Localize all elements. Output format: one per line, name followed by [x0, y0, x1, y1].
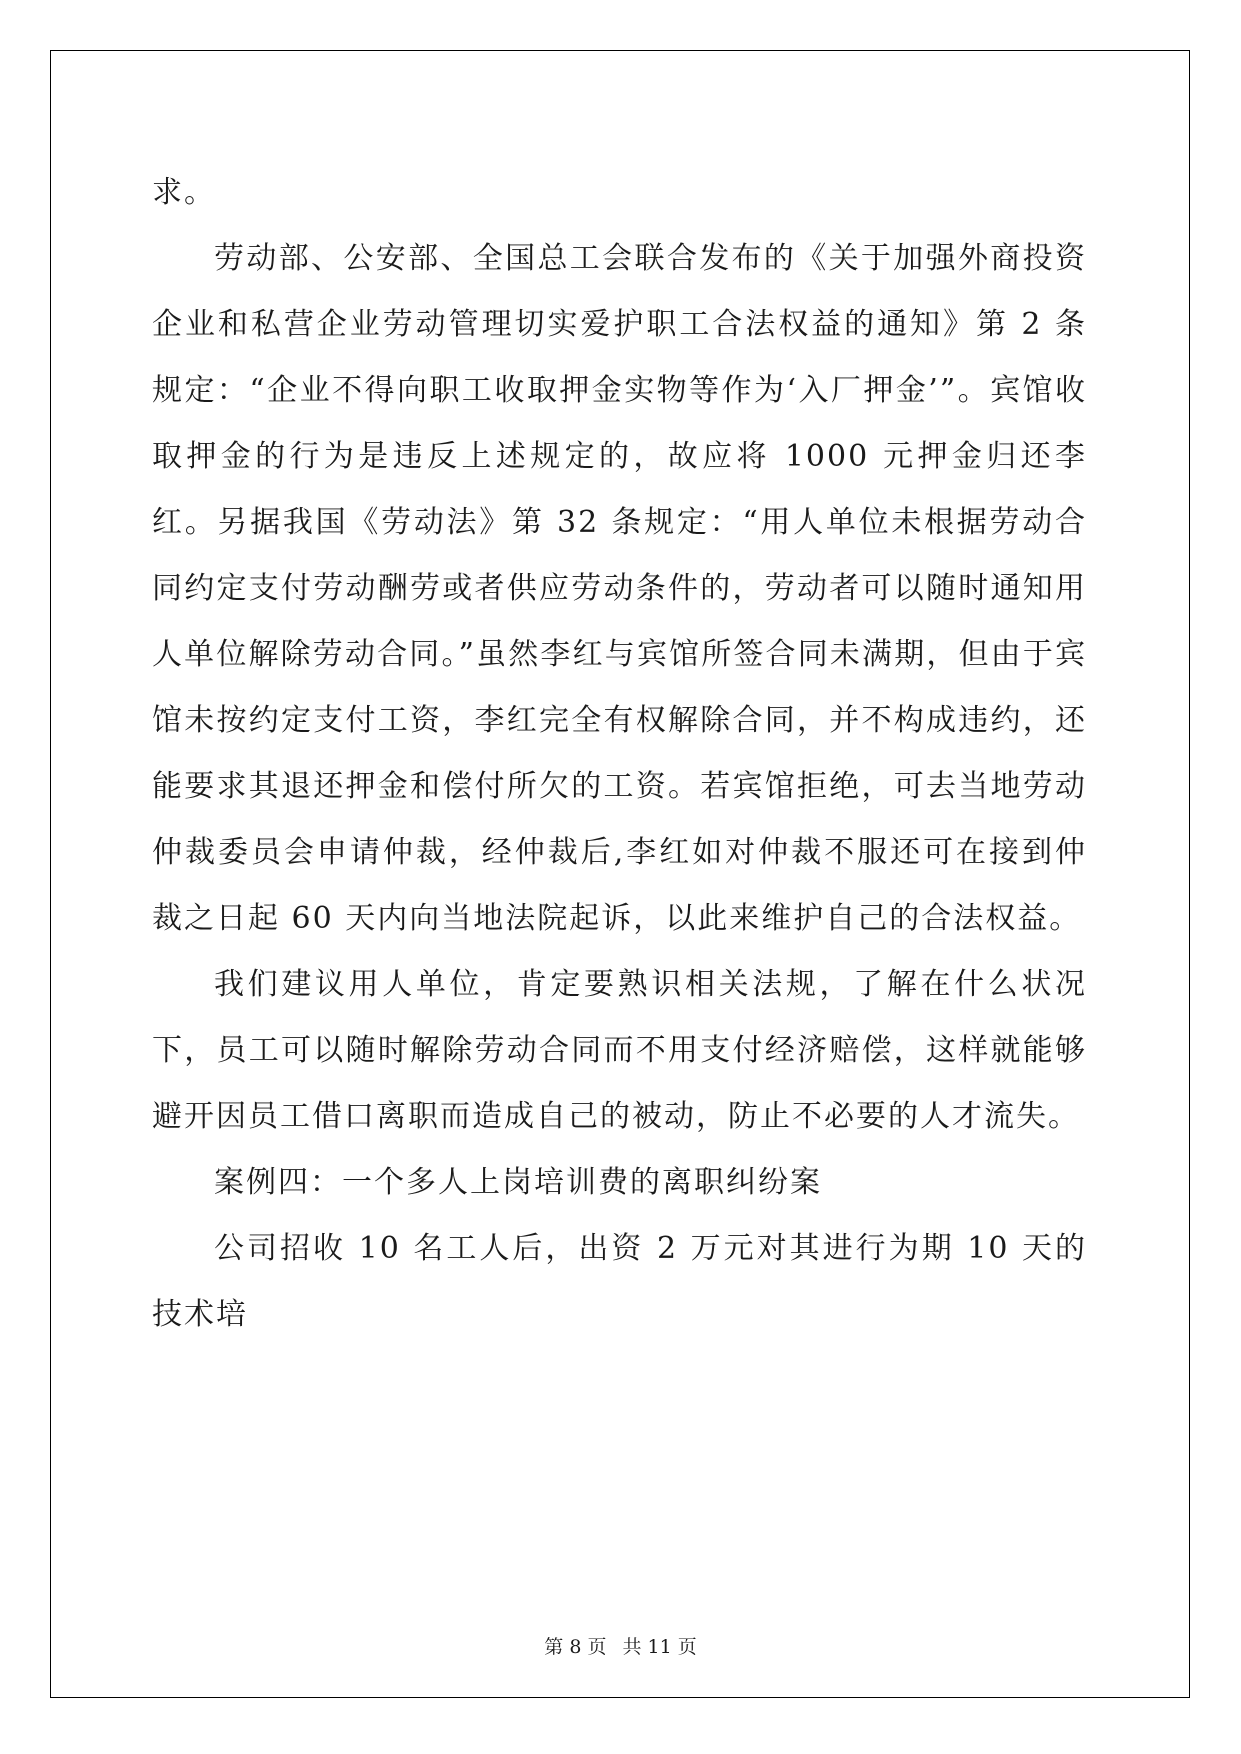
- section-heading-case-four: 案例四：一个多人上岗培训费的离职纠纷案: [214, 1165, 822, 1200]
- paragraph-legal-analysis: 劳动部、公安部、全国总工会联合发布的《关于加强外商投资企业和私营企业劳动管理切实爱护职工合法权益的通知》第 2 条规定：“企业不得向职工收取押金实物等作为‘入厂押金’”。宾馆收取押金的行为是违反上述规定的，故应将 1000 元押金归还李红。另据我国《劳动法》第 32 条规定：“用人单位未根据劳动合同约定支付劳动酬劳或者供应劳动条件的，劳动者可以随时通知用人单位解除劳动合同。”虽然李红与宾馆所签合同未满期，但由于宾馆未按约定支付工资，李红完全有权解除合同，并不构成违约，还能要求其退还押金和偿付所欠的工资。若宾馆拒绝，可去当地劳动仲裁委员会申请仲裁，经仲裁后,李红如对仲裁不服还可在接到仲裁之日起 60 天内向当地法院起诉，以此来维护自己的合法权益。: [152, 241, 1087, 936]
- document-body: [152, 160, 1087, 1348]
- paragraph-recommendation: 我们建议用人单位，肯定要熟识相关法规，了解在什么状况下，员工可以随时解除劳动合同而不用支付经济赔偿，这样就能够避开因员工借口离职而造成自己的被动，防止不必要的人才流失。: [152, 967, 1087, 1134]
- page-footer: [0, 1635, 1241, 1659]
- paragraph-continuation: 求。: [152, 175, 216, 210]
- page-total: 共 11 页: [622, 1636, 697, 1658]
- paragraph-case-four-intro: 公司招收 10 名工人后，出资 2 万元对其进行为期 10 天的技术培: [152, 1231, 1087, 1332]
- page-number: 第 8 页: [544, 1636, 607, 1658]
